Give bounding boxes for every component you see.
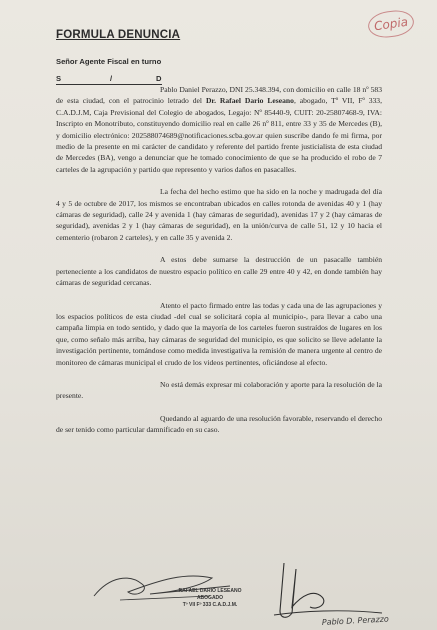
lawyer-name: Dr. Rafael Dario Leseano [205, 96, 294, 106]
paragraph-collaboration: No está demás expresar mi colaboración y aporte para la resolución de la presente. [56, 379, 382, 401]
paragraph-request: Atento el pacto firmado entre las todas y cada una de las agrupaciones y los espacios políticos de esta ciudad -del cual se solicitará copia al municipio-, para llevar a cabo una campaña limpia en todo sentido, y dado que la mayoría de los carteles fueron sustraídos de lugares en los que, como señalo más arriba, hay cámaras de seguridad del municipio, es que solicito se lleve adelante la investigación pertinente, tomándose como medida investigativa la remisión de manera urgente al centro de monitoreo de cámaras municipal el crudo de los videos pertinentes, oficiándose al efecto. [56, 300, 382, 367]
lawyer-stamp-role: ABOGADO [196, 595, 224, 601]
document-title: FORMULA DENUNCIA [56, 29, 181, 41]
lawyer-stamp-name: RAFAEL DARIO LESEANO [178, 588, 242, 594]
complainant-signature-scribble [262, 555, 432, 630]
intro-text-a: Pablo Daniel Perazzo, DNI 25.348.394, con domicilio en calle 18 nº 583 de esta ciudad, con el patrocinio letrado del [56, 85, 382, 106]
paragraph-intro [56, 84, 382, 175]
copia-stamp-text: Copia [373, 14, 409, 34]
paragraph-date-locations: La fecha del hecho estimo que ha sido en la noche y madrugada del día 4 y 5 de octubre de 2017, los mismos se encontraban ubicados en calles rotonda de avenidas 40 y 1 (hay cámaras de seguridad), calle 24 y avenida 1 (hay cámaras de seguridad), avenidas 17 y 2 (hay cámaras de seguridad), avenidas 2 y 1 (hay cámaras de seguridad), en la unión/curva de calle 51, 12 y 10 hacia el cementerio (robaron 2 carteles), y en calle 35 y avenida 2. [56, 187, 382, 242]
paragraph-closing: Quedando al aguardo de una resolución favorable, reservando el derecho de ser tenido como particular damnificado en su caso. [56, 413, 382, 435]
copia-stamp [366, 8, 415, 40]
lawyer-stamp-block [150, 588, 270, 609]
complainant-handwritten-name: Pablo D. Perazzo [321, 614, 389, 627]
salutation-s: S [56, 74, 62, 83]
intro-text-b: , abogado, Tº VII, Fº 333, C.A.D.J.M, Caja Previsional del Colegio de abogados, Legajo: Nº 85440-9, CUIT: 20-25807468-9, IVA: Inscripto en Monotributo, constituyendo domicilio real en calle 26 nº 811, entre 33 y 35 de Mercedes (B), y domicilio electrónico: 202588074689@notificaciones.scba.gov.ar quien suscribe dando fe mi firma, por medio de la presente en mi carácter de candidato y referente del partido frente justicialista de esta ciudad de Mercedes (BA), vengo a denunciar que he tomado conocimiento de que se ha producido el robo de 7 carteles de la agrupación y partido que represento y varios daños en pasacalles. [56, 96, 382, 174]
paragraph-pasacalle: A estos debe sumarse la destrucción de un pasacalle también perteneciente a los candidatos de nuestro espacio político en calle 29 entre 40 y 42, en donde también hay cámaras de seguridad cercanas. [56, 255, 382, 288]
salutation-slash: / [110, 74, 113, 83]
salutation-d: D [156, 74, 162, 83]
complainant-signature [262, 555, 432, 630]
addressee-line: Señor Agente Fiscal en turno [56, 57, 162, 66]
lawyer-stamp-registry: Tº VII Fº 333 C.A.D.J.M. [182, 602, 238, 608]
document-body [56, 84, 382, 447]
